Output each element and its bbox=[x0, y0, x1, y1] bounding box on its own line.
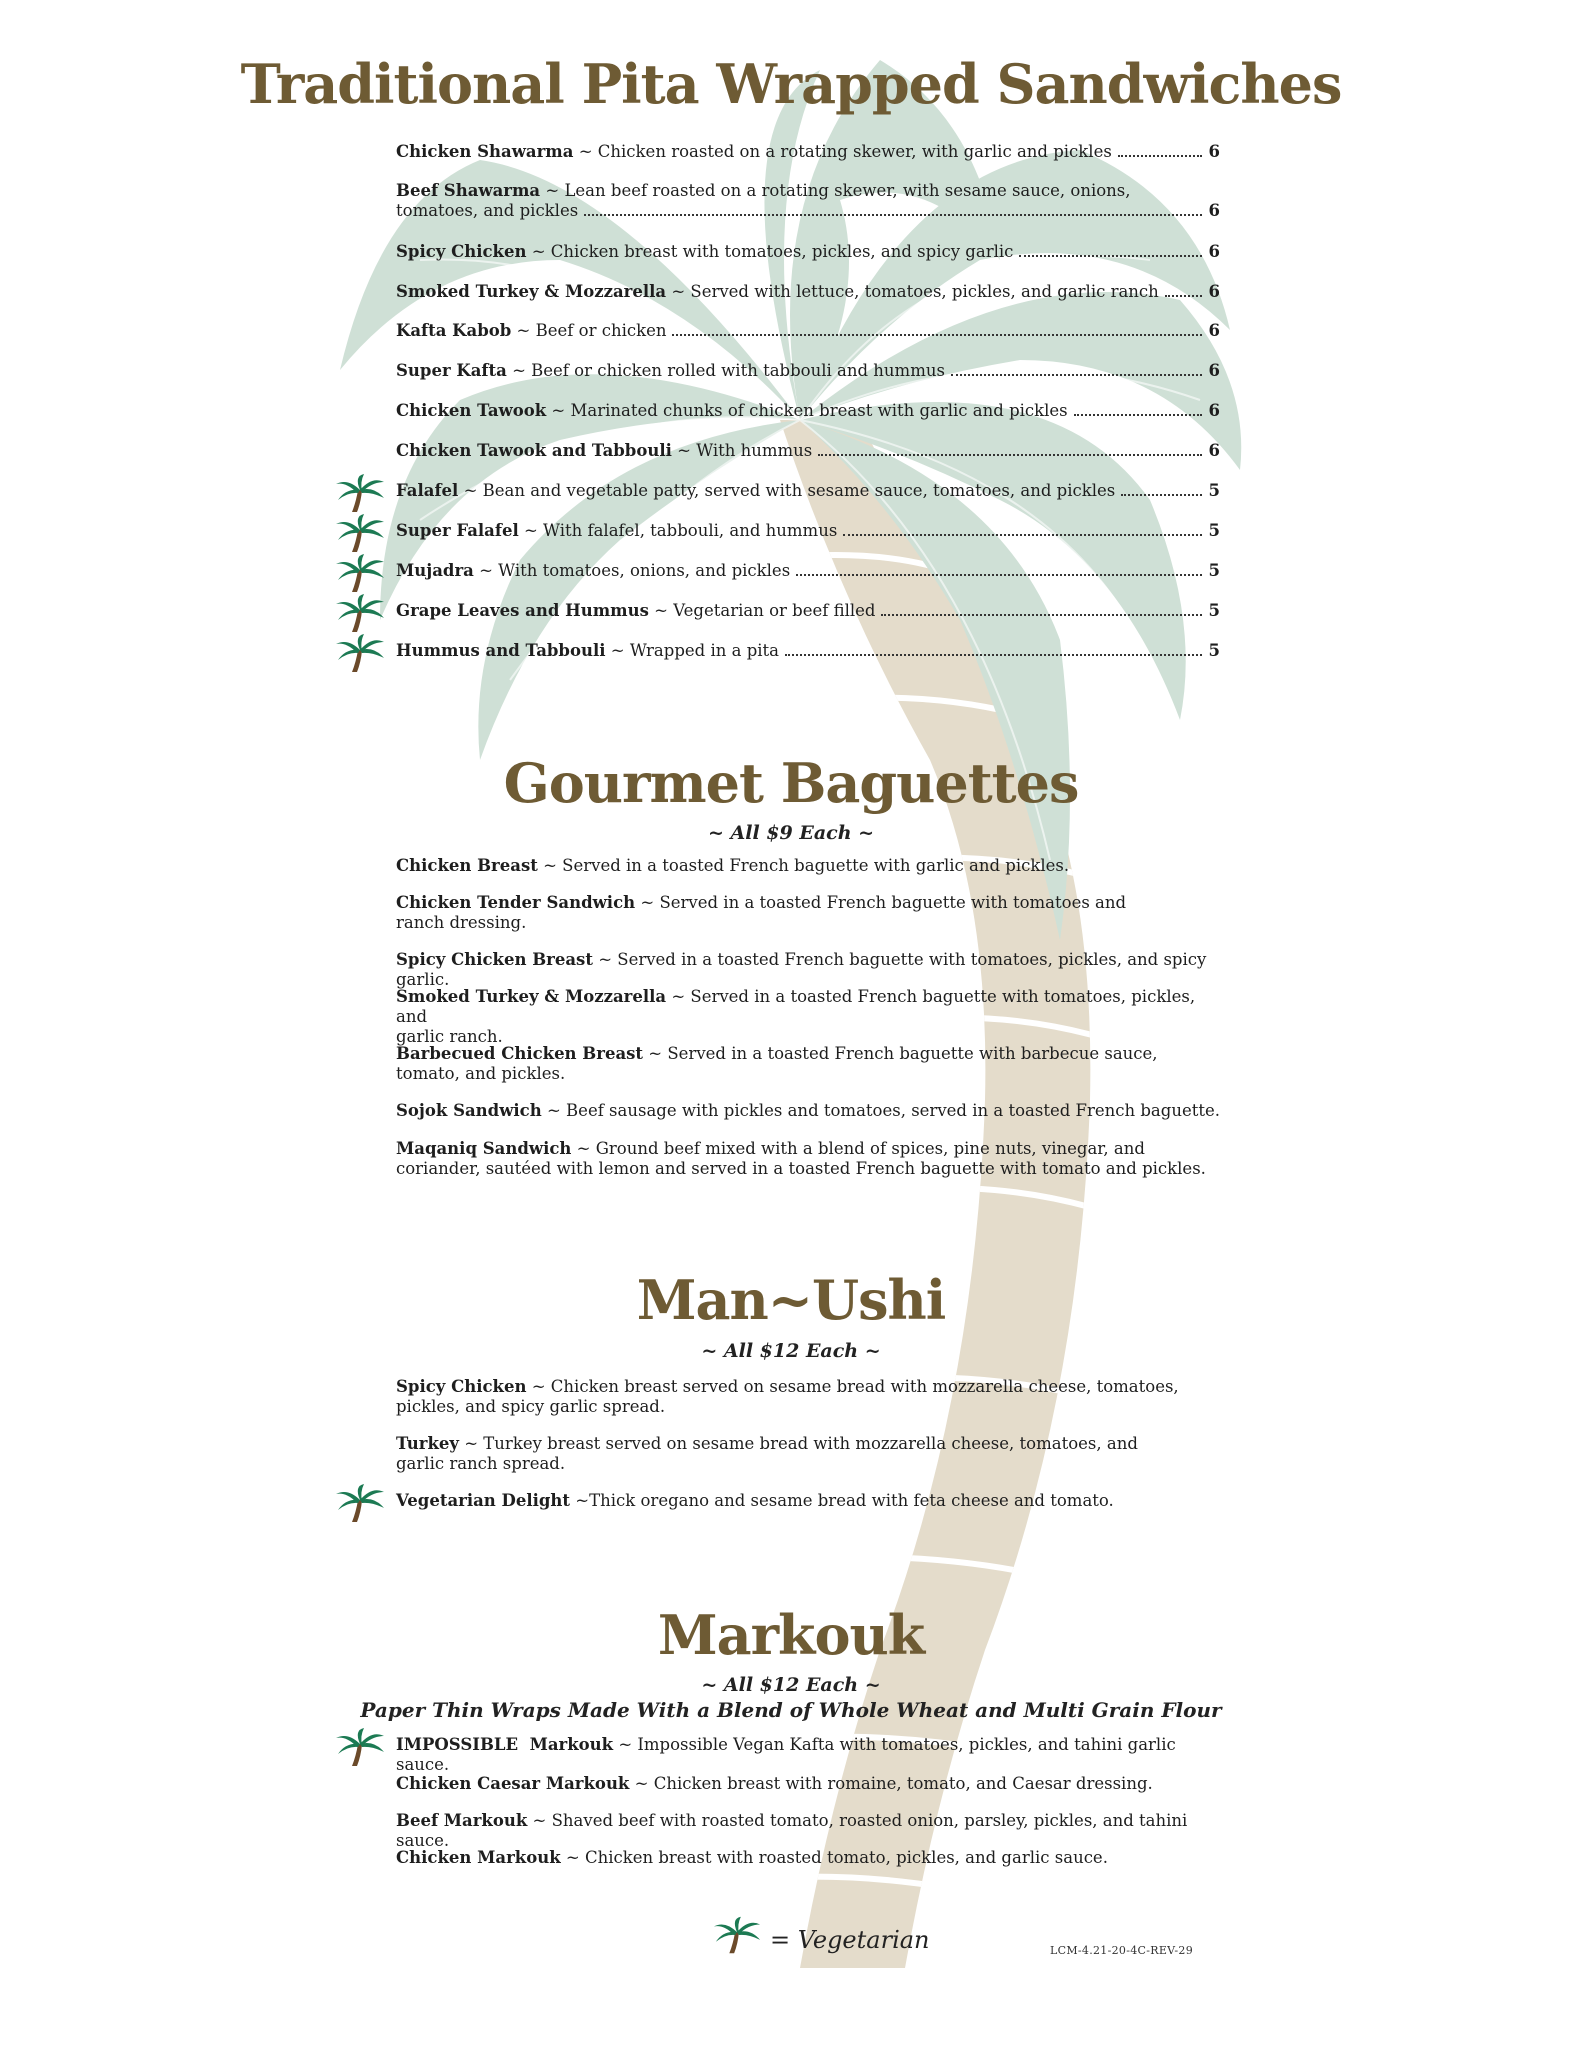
menu-item bbox=[396, 321, 1220, 341]
item-description: ~ Chicken breast served on sesame bread with mozzarella cheese, tomatoes, bbox=[526, 1377, 1179, 1396]
item-description: ~ Served in a toasted French baguette with garlic and pickles. bbox=[537, 856, 1070, 875]
item-name: Falafel bbox=[396, 481, 459, 500]
item-price: 5 bbox=[1208, 521, 1220, 540]
item-price: 5 bbox=[1208, 481, 1220, 500]
palm-tree-icon bbox=[334, 1728, 386, 1768]
palm-tree-icon bbox=[712, 1916, 762, 1956]
item-name: Chicken Caesar Markouk bbox=[396, 1774, 630, 1793]
markouk-price-note: ~ All $12 Each ~ bbox=[701, 1674, 881, 1696]
dot-leader bbox=[1165, 295, 1202, 297]
menu-item bbox=[396, 481, 1220, 501]
item-description: ~ Served in a toasted French baguette with tomatoes, pickles, and spicy garlic. bbox=[396, 950, 1207, 989]
item-price: 5 bbox=[1208, 601, 1220, 620]
item-description: ~ Marinated chunks of chicken breast with garlic and pickles bbox=[546, 401, 1068, 420]
item-description: ~ Chicken breast with romaine, tomato, and Caesar dressing. bbox=[629, 1774, 1153, 1793]
menu-item bbox=[396, 1434, 1220, 1474]
menu-item bbox=[396, 893, 1220, 933]
vegetarian-legend bbox=[712, 1916, 932, 1960]
menu-item bbox=[396, 1735, 1220, 1775]
item-name: Grape Leaves and Hummus bbox=[396, 601, 649, 620]
menu-item bbox=[396, 282, 1220, 302]
menu-item bbox=[396, 361, 1220, 381]
item-description: ~ Served in a toasted French baguette with barbecue sauce, bbox=[643, 1044, 1158, 1063]
item-name: Chicken Tender Sandwich bbox=[396, 893, 636, 912]
menu-item bbox=[396, 561, 1220, 581]
item-name: Chicken Markouk bbox=[396, 1848, 561, 1867]
item-price: 6 bbox=[1208, 321, 1220, 340]
palm-tree-icon bbox=[334, 634, 386, 674]
item-price: 6 bbox=[1208, 242, 1220, 261]
baguettes-section-title: Gourmet Baguettes bbox=[503, 751, 1079, 815]
menu-item bbox=[396, 441, 1220, 461]
markouk-description: Paper Thin Wraps Made With a Blend of Whole Wheat and Multi Grain Flour bbox=[360, 1698, 1222, 1722]
item-name: Smoked Turkey & Mozzarella bbox=[396, 987, 667, 1006]
item-name: Chicken Tawook and Tabbouli bbox=[396, 441, 672, 460]
item-description: ~Thick oregano and sesame bread with feta cheese and tomato. bbox=[570, 1491, 1114, 1510]
item-description: ~ Impossible Vegan Kafta with tomatoes, pickles, and tahini garlic sauce. bbox=[396, 1735, 1176, 1774]
baguettes-price-note: ~ All $9 Each ~ bbox=[707, 822, 875, 844]
menu-item bbox=[396, 601, 1220, 621]
item-description: ~ Lean beef roasted on a rotating skewer, with sesame sauce, onions, bbox=[540, 181, 1131, 200]
menu-item bbox=[396, 856, 1220, 876]
item-description: ~ Chicken roasted on a rotating skewer, with garlic and pickles bbox=[573, 142, 1112, 161]
item-description: ~ Beef or chicken rolled with tabbouli and hummus bbox=[506, 361, 945, 380]
item-description: ~ Bean and vegetable patty, served with sesame sauce, tomatoes, and pickles bbox=[458, 481, 1116, 500]
item-name: Sojok Sandwich bbox=[396, 1101, 542, 1120]
item-name: Spicy Chicken bbox=[396, 242, 527, 261]
item-name: Mujadra bbox=[396, 561, 474, 580]
menu-item bbox=[396, 1139, 1220, 1179]
item-price: 6 bbox=[1208, 142, 1220, 161]
palm-tree-icon bbox=[334, 594, 386, 634]
item-name: Smoked Turkey & Mozzarella bbox=[396, 282, 667, 301]
item-description-continued: garlic ranch spread. bbox=[396, 1454, 566, 1473]
menu-item bbox=[396, 521, 1220, 541]
item-name: Spicy Chicken Breast bbox=[396, 950, 593, 969]
item-name: Kafta Kabob bbox=[396, 321, 512, 340]
menu-item bbox=[396, 1811, 1220, 1851]
pita-section-title: Traditional Pita Wrapped Sandwiches bbox=[240, 52, 1342, 116]
item-description: ~ Chicken breast with tomatoes, pickles, and spicy garlic bbox=[526, 242, 1014, 261]
item-description: ~ Wrapped in a pita bbox=[605, 641, 780, 660]
item-price: 6 bbox=[1208, 201, 1220, 220]
item-price: 6 bbox=[1208, 441, 1220, 460]
menu-item bbox=[396, 1848, 1220, 1868]
item-description: ~ Chicken breast with roasted tomato, pickles, and garlic sauce. bbox=[560, 1848, 1108, 1867]
item-description-continued: tomato, and pickles. bbox=[396, 1064, 566, 1083]
manushi-price-note: ~ All $12 Each ~ bbox=[701, 1340, 881, 1362]
item-description: ~ With falafel, tabbouli, and hummus bbox=[518, 521, 838, 540]
item-name: Chicken Shawarma bbox=[396, 142, 574, 161]
dot-leader bbox=[796, 574, 1202, 576]
menu-item bbox=[396, 1774, 1220, 1794]
dot-leader bbox=[818, 454, 1202, 456]
item-name: Super Kafta bbox=[396, 361, 507, 380]
menu-item bbox=[396, 142, 1220, 162]
item-description: ~ Vegetarian or beef filled bbox=[648, 601, 876, 620]
manushi-section-title: Man~Ushi bbox=[636, 1268, 946, 1332]
dot-leader bbox=[1074, 414, 1202, 416]
item-description: ~ Beef sausage with pickles and tomatoes, served in a toasted French baguette. bbox=[541, 1101, 1220, 1120]
menu-item bbox=[396, 641, 1220, 661]
item-description: ~ Beef or chicken bbox=[511, 321, 667, 340]
dot-leader bbox=[1121, 494, 1202, 496]
legend-label: = Vegetarian bbox=[770, 1926, 930, 1954]
item-name: Barbecued Chicken Breast bbox=[396, 1044, 644, 1063]
item-name: Vegetarian Delight bbox=[396, 1491, 571, 1510]
menu-item bbox=[396, 242, 1220, 262]
menu-item bbox=[396, 950, 1220, 990]
menu-item bbox=[396, 1101, 1220, 1121]
item-name: Spicy Chicken bbox=[396, 1377, 527, 1396]
item-description: ~ With tomatoes, onions, and pickles bbox=[473, 561, 791, 580]
item-description: ~ With hummus bbox=[671, 441, 813, 460]
item-name: Super Falafel bbox=[396, 521, 519, 540]
markouk-section-title: Markouk bbox=[657, 1603, 925, 1667]
item-name: IMPOSSIBLE Markouk bbox=[396, 1735, 614, 1754]
menu-item bbox=[396, 401, 1220, 421]
item-price: 6 bbox=[1208, 361, 1220, 380]
item-description-continued: tomatoes, and pickles bbox=[396, 201, 579, 220]
item-price: 6 bbox=[1208, 282, 1220, 301]
item-price: 6 bbox=[1208, 401, 1220, 420]
menu-item bbox=[396, 1377, 1220, 1417]
dot-leader bbox=[951, 374, 1202, 376]
item-name: Maqaniq Sandwich bbox=[396, 1139, 572, 1158]
item-description: ~ Served in a toasted French baguette with tomatoes, pickles, and bbox=[396, 987, 1196, 1026]
item-description-continued: garlic ranch. bbox=[396, 1027, 503, 1046]
item-description-continued: pickles, and spicy garlic spread. bbox=[396, 1397, 666, 1416]
item-name: Chicken Breast bbox=[396, 856, 538, 875]
palm-tree-icon bbox=[334, 514, 386, 554]
palm-tree-icon bbox=[334, 1484, 386, 1524]
item-price: 5 bbox=[1208, 641, 1220, 660]
menu-item bbox=[396, 1044, 1220, 1084]
item-description-continued: ranch dressing. bbox=[396, 913, 527, 932]
item-description: ~ Shaved beef with roasted tomato, roasted onion, parsley, pickles, and tahini sauce. bbox=[396, 1811, 1188, 1850]
item-name: Hummus and Tabbouli bbox=[396, 641, 606, 660]
dot-leader bbox=[881, 614, 1202, 616]
item-name: Chicken Tawook bbox=[396, 401, 547, 420]
item-name: Turkey bbox=[396, 1434, 459, 1453]
item-name: Beef Markouk bbox=[396, 1811, 528, 1830]
menu-item bbox=[396, 987, 1220, 1047]
menu-item bbox=[396, 181, 1220, 221]
dot-leader bbox=[1118, 155, 1202, 157]
dot-leader bbox=[785, 654, 1202, 656]
item-description: ~ Turkey breast served on sesame bread with mozzarella cheese, tomatoes, and bbox=[458, 1434, 1138, 1453]
palm-tree-icon bbox=[334, 554, 386, 594]
document-code: LCM-4.21-20-4C-REV-29 bbox=[1050, 1944, 1194, 1957]
item-description-continued: coriander, sautéed with lemon and served in a toasted French baguette with tomato and pickles. bbox=[396, 1159, 1206, 1178]
dot-leader bbox=[672, 334, 1202, 336]
item-name: Beef Shawarma bbox=[396, 181, 541, 200]
dot-leader bbox=[1019, 255, 1202, 257]
palm-tree-icon bbox=[334, 474, 386, 514]
item-description: ~ Ground beef mixed with a blend of spices, pine nuts, vinegar, and bbox=[571, 1139, 1145, 1158]
dot-leader bbox=[584, 214, 1202, 216]
item-description: ~ Served with lettuce, tomatoes, pickles, and garlic ranch bbox=[666, 282, 1159, 301]
dot-leader bbox=[843, 534, 1202, 536]
item-description: ~ Served in a toasted French baguette with tomatoes and bbox=[635, 893, 1127, 912]
menu-item bbox=[396, 1491, 1220, 1511]
item-price: 5 bbox=[1208, 561, 1220, 580]
